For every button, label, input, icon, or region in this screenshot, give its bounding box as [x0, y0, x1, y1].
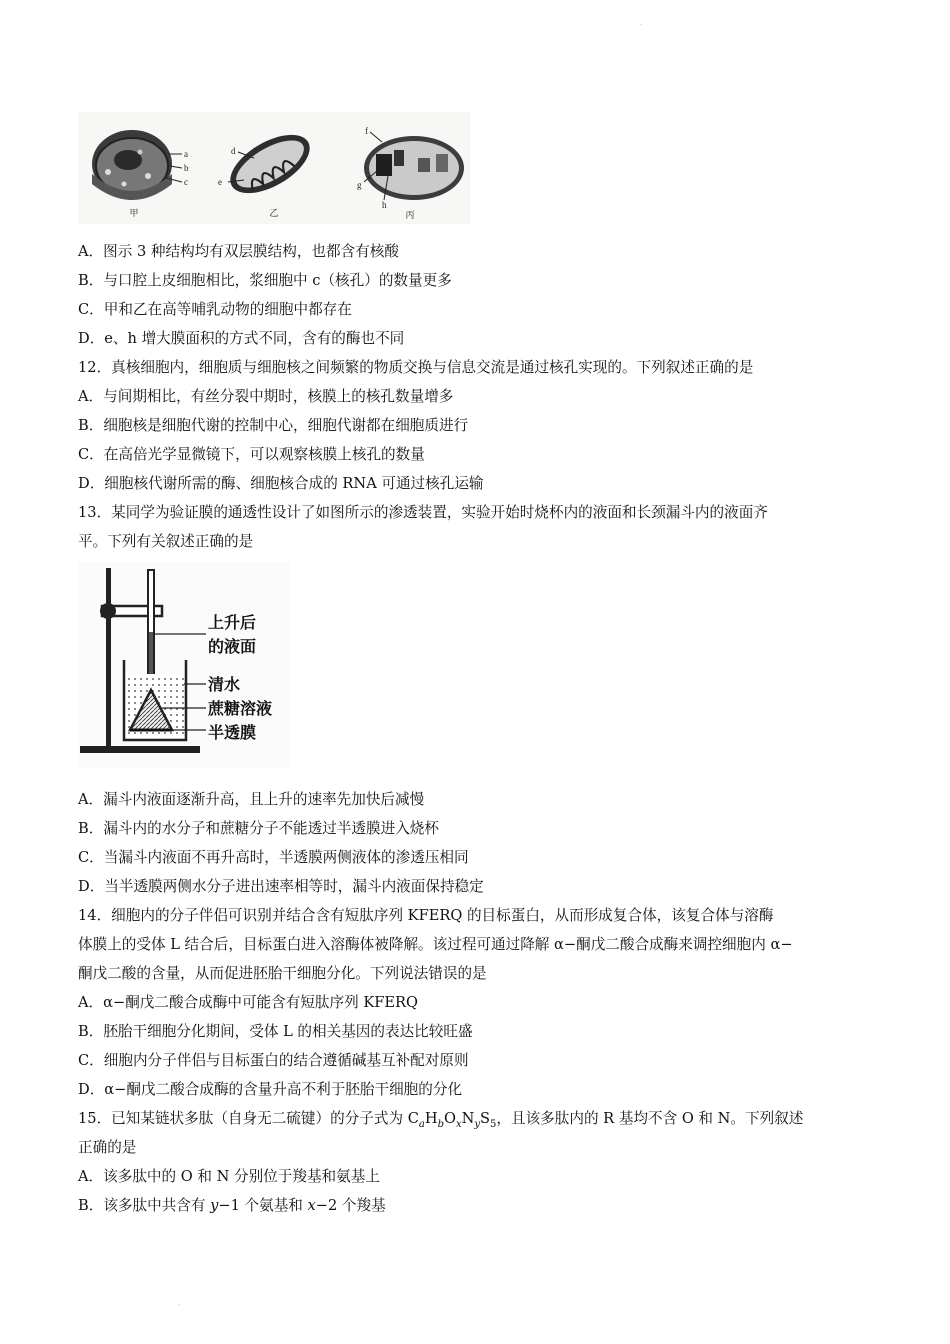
- label-raised-level-2: 的液面: [208, 637, 257, 656]
- stand-base: [80, 746, 200, 753]
- q15-option-a: A．该多肽中的 O 和 N 分别位于羧基和氨基上: [78, 1168, 380, 1185]
- label-e: e: [218, 177, 222, 187]
- label-c: c: [184, 177, 188, 187]
- q15-stem-line2: 正确的是: [78, 1139, 137, 1156]
- label-f: f: [365, 126, 368, 136]
- q14-stem-line1: 14．细胞内的分子伴侣可识别并结合含有短肽序列 KFERQ 的目标蛋白，从而形成复合体，该复合体与溶酶: [78, 907, 774, 924]
- q13-stem-line2: 平。下列有关叙述正确的是: [78, 533, 254, 550]
- q13-option-d: D．当半透膜两侧水分子进出速率相等时，漏斗内液面保持稳定: [78, 878, 484, 895]
- q12-stem: 12．真核细胞内，细胞质与细胞核之间频繁的物质交换与信息交流是通过核孔实现的。下列叙述正确的是: [78, 359, 754, 376]
- caption-jia: 甲: [129, 208, 139, 218]
- label-g: g: [357, 180, 362, 190]
- q14-option-b: B．胚胎干细胞分化期间，受体 L 的相关基因的表达比较旺盛: [78, 1023, 473, 1040]
- stand-rod: [106, 568, 111, 750]
- label-a: a: [184, 149, 188, 159]
- label-water: 清水: [208, 675, 241, 694]
- caption-bing: 丙: [405, 210, 415, 220]
- q11-option-b: B．与口腔上皮细胞相比，浆细胞中 c（核孔）的数量更多: [78, 272, 452, 289]
- q15-stem-line1: [78, 1109, 803, 1135]
- q11-option-d: D．e、h 增大膜面积的方式不同，含有的酶也不同: [78, 330, 405, 347]
- q12-option-c: C．在高倍光学显微镜下，可以观察核膜上核孔的数量: [78, 446, 425, 463]
- q13-stem-line1: 13．某同学为验证膜的通透性设计了如图所示的渗透装置，实验开始时烧杯内的液面和长颈漏斗内的液面齐: [78, 504, 768, 521]
- organelles-figure: [78, 112, 470, 224]
- q12-option-a: A．与间期相比，有丝分裂中期时，核膜上的核孔数量增多: [78, 388, 454, 405]
- q12-option-d: D．细胞核代谢所需的酶、细胞核合成的 RNA 可通过核孔运输: [78, 475, 484, 492]
- speck: ·: [178, 1302, 180, 1309]
- q14-stem-line2: 体膜上的受体 L 结合后，目标蛋白进入溶酶体被降解。该过程可通过降解 α−酮戊二酸合成酶来调控细胞内 α−: [78, 936, 793, 953]
- label-sugar-solution: 蔗糖溶液: [208, 699, 273, 718]
- q15-stem-prefix: 15．已知某链状多肽（自身无二硫键）的分子式为: [78, 1110, 408, 1127]
- q14-stem-line3: 酮戊二酸的含量，从而促进胚胎干细胞分化。下列说法错误的是: [78, 965, 487, 982]
- q12-option-b: B．细胞核是细胞代谢的控制中心，细胞代谢都在细胞质进行: [78, 417, 469, 434]
- q13-option-b: B．漏斗内的水分子和蔗糖分子不能透过半透膜进入烧杯: [78, 820, 439, 837]
- osmosis-apparatus-figure: [78, 562, 290, 768]
- q11-option-c: C．甲和乙在高等哺乳动物的细胞中都存在: [78, 301, 352, 318]
- label-membrane: 半透膜: [208, 723, 257, 742]
- speck: ·: [640, 22, 642, 29]
- q13-option-c: C．当漏斗内液面不再升高时，半透膜两侧液体的渗透压相同: [78, 849, 469, 866]
- q15-stem-suffix: ，且该多肽内的 R 基均不含 O 和 N。下列叙述: [496, 1110, 804, 1127]
- q13-option-a: A．漏斗内液面逐渐升高，且上升的速率先加快后减慢: [78, 791, 425, 808]
- q11-option-a: A．图示 3 种结构均有双层膜结构，也都含有核酸: [78, 243, 399, 260]
- clamp-knob: [100, 603, 116, 619]
- label-b: b: [184, 163, 189, 173]
- caption-yi: 乙: [269, 208, 279, 218]
- q14-option-c: C．细胞内分子伴侣与目标蛋白的结合遵循碱基互补配对原则: [78, 1052, 469, 1069]
- q14-option-d: D．α−酮戊二酸合成酶的含量升高不利于胚胎干细胞的分化: [78, 1081, 463, 1098]
- q15-option-b: B．该多肽中共含有 y−1 个氨基和 x−2 个羧基: [78, 1197, 386, 1214]
- molecular-formula: $C_aH_bO_xN_yS_5$: [407, 1110, 497, 1130]
- label-d: d: [231, 146, 236, 156]
- q14-option-a: A．α−酮戊二酸合成酶中可能含有短肽序列 KFERQ: [78, 994, 418, 1011]
- label-h: h: [382, 200, 387, 210]
- label-raised-level-1: 上升后: [208, 613, 257, 632]
